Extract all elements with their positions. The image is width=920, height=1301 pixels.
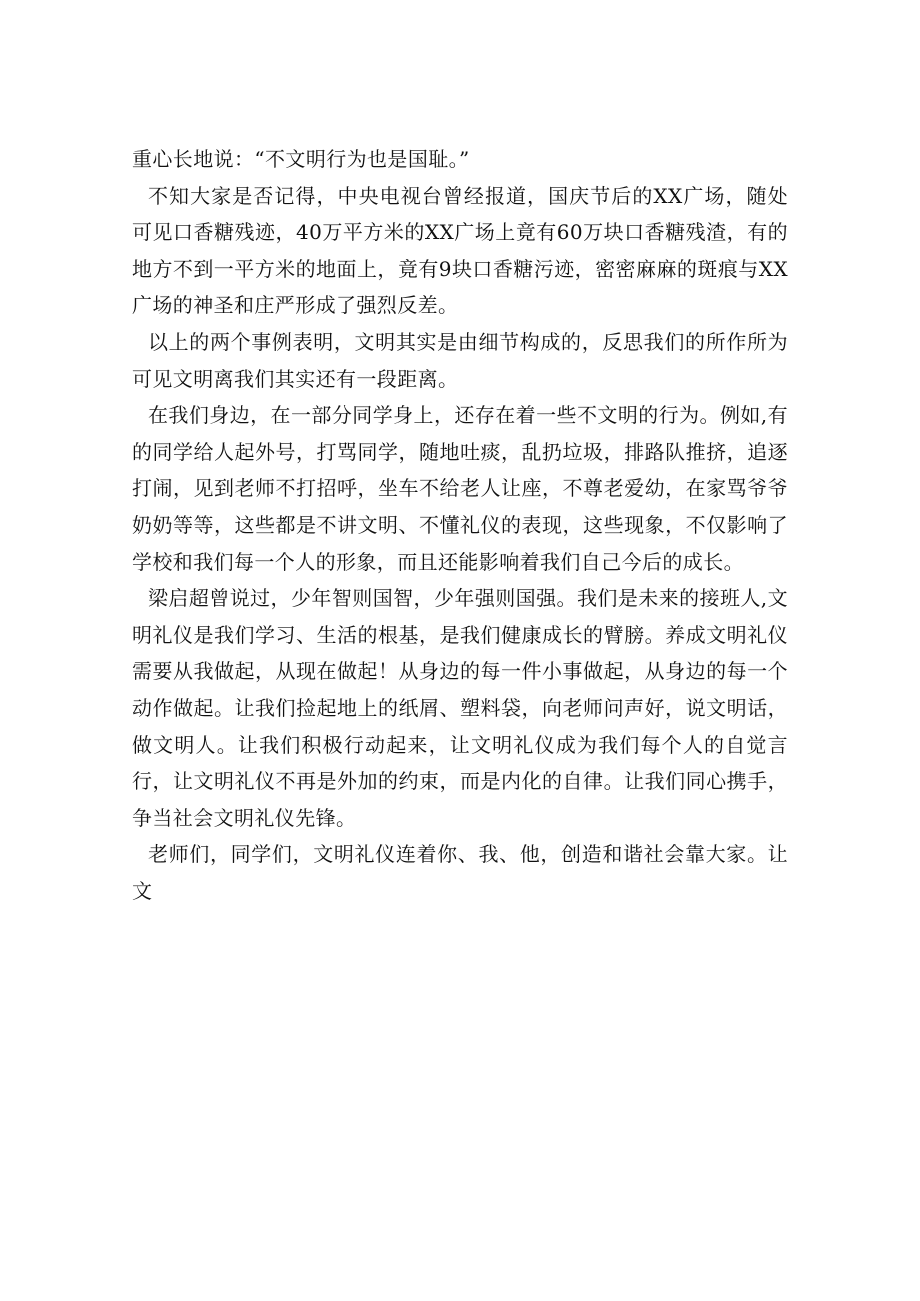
- document-body: [132, 141, 788, 909]
- paragraph-examples-conclusion: 以上的两个事例表明，文明其实是由细节构成的，反思我们的所作所为可见文明离我们其实还有一段距离。: [132, 329, 788, 391]
- paragraph-liang-qichao: 梁启超曾说过，少年智则国智，少年强则国强。我们是未来的接班人,文明礼仪是我们学习、生活的根基，是我们健康成长的臂膀。养成文明礼仪需要从我做起，从现在做起！从身边的每一件小事做起，从身边的每一个动作做起。让我们捡起地上的纸屑、塑料袋，向老师问声好，说文明话，做文明人。让我们积极行动起来，让文明礼仪成为我们每个人的自觉言行，让文明礼仪不再是外加的约束，而是内化的自律。让我们同心携手，争当社会文明礼仪先锋。: [132, 586, 788, 830]
- paragraph-gum-residue: 不知大家是否记得，中央电视台曾经报道，国庆节后的XX广场，随处可见口香糖残迹，40万平方米的XX广场上竟有60万块口香糖残渣，有的地方不到一平方米的地面上，竟有9块口香糖污迹，密密麻麻的斑痕与XX广场的神圣和庄严形成了强烈反差。: [132, 183, 788, 318]
- paragraph-closing: 老师们，同学们，文明礼仪连着你、我、他，创造和谐社会靠大家。让文: [132, 842, 788, 903]
- paragraph-uncivil-behaviors: 在我们身边，在一部分同学身上，还存在着一些不文明的行为。例如,有的同学给人起外号，打骂同学，随地吐痰，乱扔垃圾，排路队推挤，追逐打闹，见到老师不打招呼，坐车不给老人让座，不尊老爱幼，在家骂爷爷奶奶等等，这些都是不讲文明、不懂礼仪的表现，这些现象，不仅影响了学校和我们每一个人的形象，而且还能影响着我们自己今后的成长。: [132, 403, 788, 574]
- paragraph-continued-quote: 重心长地说：“不文明行为也是国耻。”: [132, 147, 470, 171]
